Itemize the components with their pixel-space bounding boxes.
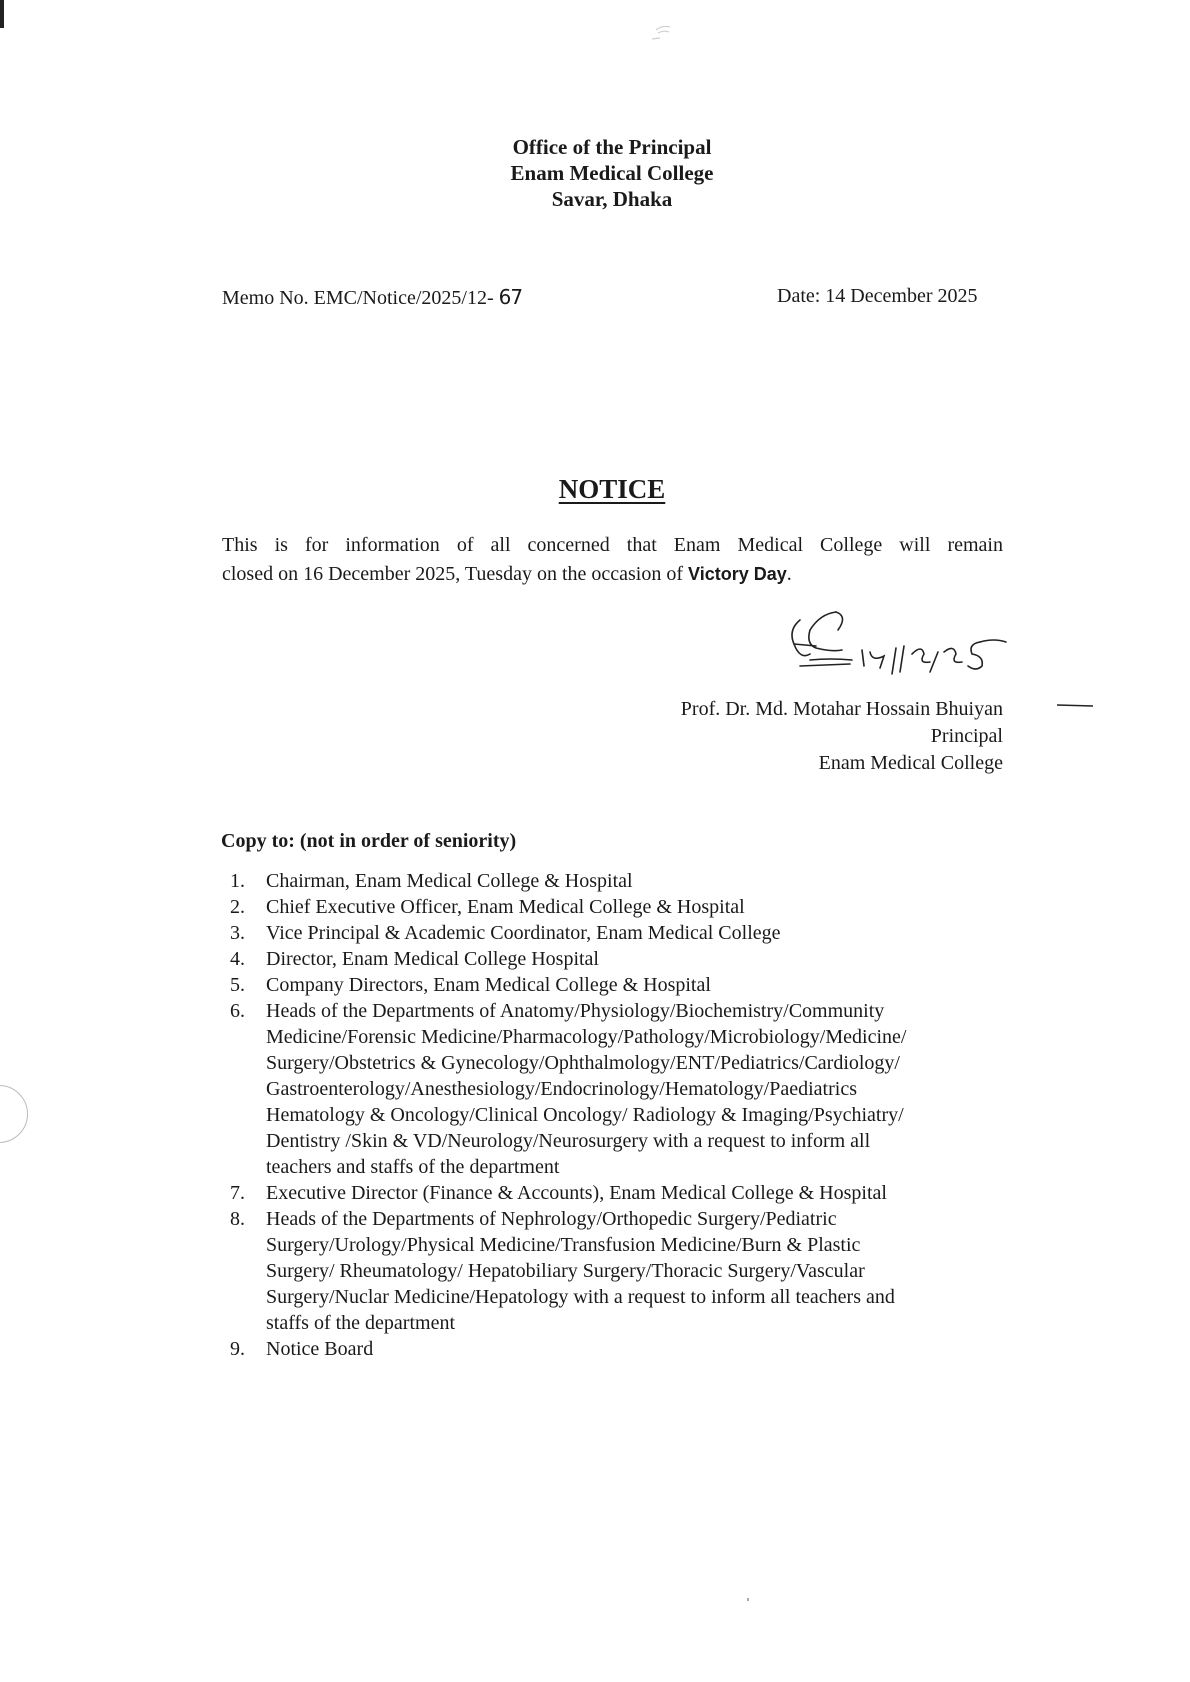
copy-to-item-line: Dentistry /Skin & VD/Neurology/Neurosurgery with a request to inform all	[266, 1130, 871, 1152]
scan-smudge	[648, 22, 678, 42]
copy-to-item-number: 6.	[230, 1000, 245, 1022]
copy-to-item-line: Vice Principal & Academic Coordinator, Enam Medical College	[266, 922, 781, 944]
copy-to-item	[222, 972, 1022, 998]
signatory-organization: Enam Medical College	[818, 752, 1003, 774]
copy-to-item-line: teachers and staffs of the department	[266, 1156, 560, 1178]
notice-title: NOTICE	[558, 474, 666, 504]
handwritten-signature	[780, 600, 1080, 700]
copy-to-heading: Copy to: (not in order of seniority)	[221, 830, 517, 852]
memo-date: Date: 14 December 2025	[777, 285, 978, 307]
occasion-name: Victory Day	[688, 564, 787, 584]
copy-to-item-number: 2.	[230, 896, 245, 918]
notice-body-period: .	[786, 563, 792, 585]
copy-to-item	[222, 868, 1022, 894]
copy-to-item	[222, 946, 1022, 972]
copy-to-item-text	[266, 894, 986, 920]
copy-to-item-line: Surgery/ Rheumatology/ Hepatobiliary Surgery/Thoracic Surgery/Vascular	[266, 1260, 865, 1282]
memo-number	[222, 285, 522, 310]
copy-to-item-line: Surgery/Nuclar Medicine/Hepatology with a request to inform all teachers and	[266, 1286, 895, 1308]
copy-to-item-line: Surgery/Urology/Physical Medicine/Transfusion Medicine/Burn & Plastic	[266, 1234, 861, 1256]
college-address: Savar, Dhaka	[551, 187, 673, 211]
memo-prefix: Memo No. EMC/Notice/2025/12-	[222, 287, 494, 309]
college-name: Enam Medical College	[510, 161, 714, 185]
copy-to-item	[222, 894, 1022, 920]
copy-to-item	[222, 1180, 1022, 1206]
signature-date-hidden: 14/12/25	[940, 660, 944, 661]
copy-to-item	[222, 998, 1022, 1180]
punch-hole-mark	[0, 1085, 28, 1143]
signatory-block	[600, 696, 1003, 777]
copy-to-item-number: 7.	[230, 1182, 245, 1204]
scan-edge-mark	[0, 0, 4, 28]
copy-to-item-number: 4.	[230, 948, 245, 970]
signatory-name: Prof. Dr. Md. Motahar Hossain Bhuiyan	[680, 698, 1003, 720]
copy-to-list	[222, 868, 1022, 1362]
scan-speck	[747, 1598, 749, 1601]
copy-to-item-text	[266, 946, 986, 972]
pen-stroke-mark	[1055, 700, 1095, 710]
copy-to-item-line: staffs of the department	[266, 1312, 456, 1334]
copy-to-item-number: 9.	[230, 1338, 245, 1360]
copy-to-item-text	[266, 972, 986, 998]
copy-to-item-line: Chief Executive Officer, Enam Medical College & Hospital	[266, 896, 745, 918]
copy-to-item-line: Hematology & Oncology/Clinical Oncology/ Radiology & Imaging/Psychiatry/	[266, 1104, 904, 1126]
copy-to-item-number: 3.	[230, 922, 245, 944]
copy-to-item-number: 5.	[230, 974, 245, 996]
copy-to-item-line: Heads of the Departments of Nephrology/Orthopedic Surgery/Pediatric	[266, 1208, 837, 1230]
notice-body-line1: This is for information of all concerned that Enam Medical College will remain	[222, 534, 1003, 556]
copy-to-item-text	[266, 920, 986, 946]
copy-to-item	[222, 920, 1022, 946]
copy-to-item-line: Medicine/Forensic Medicine/Pharmacology/Pathology/Microbiology/Medicine/	[266, 1026, 907, 1048]
notice-body	[222, 531, 1003, 589]
copy-to-item-line: Gastroenterology/Anesthesiology/Endocrinology/Hematology/Paediatrics	[266, 1078, 857, 1100]
copy-to-item-number: 8.	[230, 1208, 245, 1230]
copy-to-item-line: Executive Director (Finance & Accounts), Enam Medical College & Hospital	[266, 1182, 887, 1204]
copy-to-item-line: Chairman, Enam Medical College & Hospital	[266, 870, 633, 892]
copy-to-item-line: Company Directors, Enam Medical College & Hospital	[266, 974, 711, 996]
copy-to-item-text	[266, 1206, 986, 1336]
copy-to-item-line: Director, Enam Medical College Hospital	[266, 948, 599, 970]
letterhead	[0, 134, 1190, 212]
copy-to-item-text	[266, 868, 986, 894]
copy-to-item-line: Surgery/Obstetrics & Gynecology/Ophthalmology/ENT/Pediatrics/Cardiology/	[266, 1052, 900, 1074]
copy-to-item-number: 1.	[230, 870, 245, 892]
copy-to-item-text	[266, 998, 986, 1180]
memo-handwritten-number: 67	[498, 285, 523, 309]
copy-to-item-line: Heads of the Departments of Anatomy/Physiology/Biochemistry/Community	[266, 1000, 885, 1022]
notice-body-line2	[222, 563, 792, 585]
office-title: Office of the Principal	[512, 135, 712, 159]
copy-to-item-text	[266, 1180, 986, 1206]
copy-to-item-text	[266, 1336, 986, 1362]
copy-to-item-line: Notice Board	[266, 1338, 374, 1360]
copy-to-item	[222, 1336, 1022, 1362]
copy-to-item	[222, 1206, 1022, 1336]
notice-body-line2-text: closed on 16 December 2025, Tuesday on the occasion of	[222, 563, 689, 585]
signatory-title: Principal	[930, 725, 1003, 747]
